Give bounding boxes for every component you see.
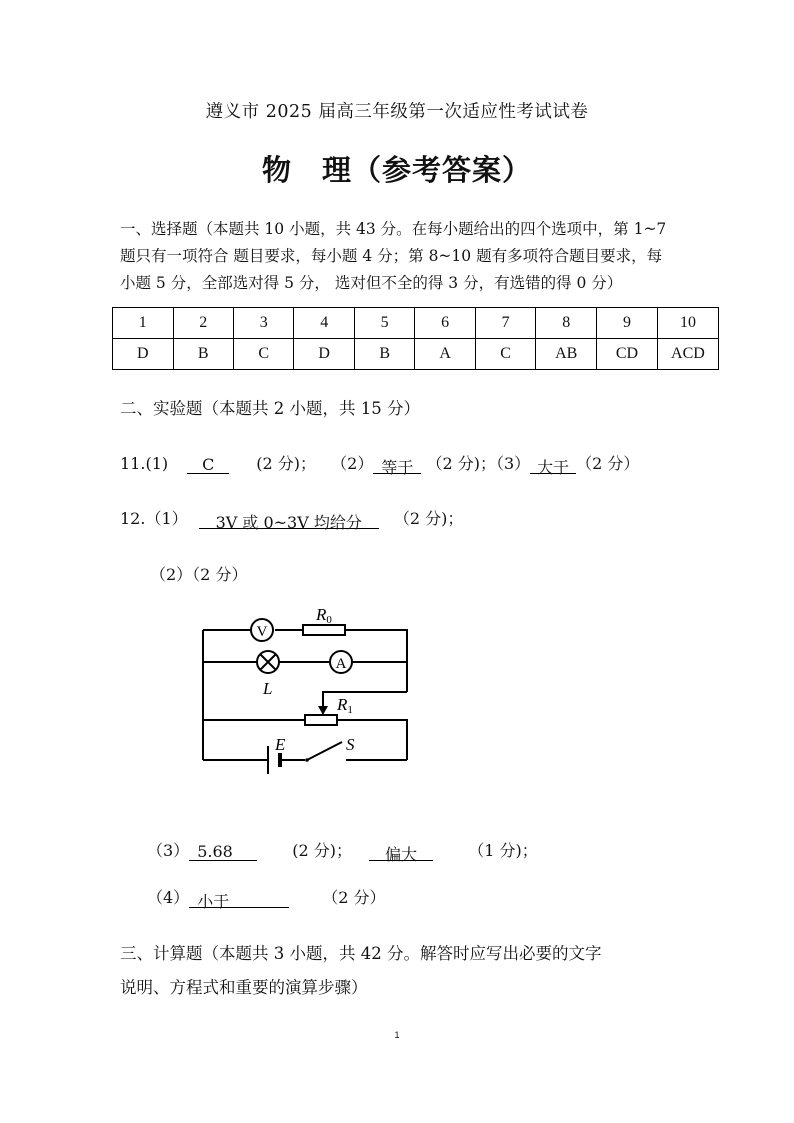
q11-score-1: (2 分)；: [256, 454, 317, 473]
question-number: 4: [294, 308, 355, 339]
q12-answer-3b: 偏大: [369, 842, 433, 861]
question-number: 7: [475, 308, 535, 339]
switch-icon: [307, 742, 342, 760]
section2-heading: 二、实验题（本题共 2 小题，共 15 分）: [120, 399, 420, 418]
q12-prefix: 12.（1）: [120, 509, 188, 528]
q12-part-4: （4）: [147, 888, 190, 907]
section1-intro: [120, 216, 690, 297]
q11-line: [120, 451, 640, 477]
rheostat-r1-icon: [305, 715, 337, 725]
q11-score-2: （2 分)；（3）: [426, 454, 531, 473]
page-number: 1: [394, 1030, 400, 1040]
r0-label: R0: [316, 605, 332, 626]
answer-cell: AB: [536, 339, 597, 370]
q11-part-2: （2）: [331, 454, 374, 473]
question-number: 8: [536, 308, 597, 339]
question-number: 9: [597, 308, 658, 339]
section1-line: 一、选择题（本题共 10 小题，共 43 分。在每小题给出的四个选项中，第 1~7: [120, 220, 667, 238]
lamp-label: L: [263, 679, 273, 698]
q12-line-4: [147, 885, 386, 911]
q11-answer-3: 大于: [530, 455, 576, 474]
voltmeter-label: V: [256, 624, 268, 640]
answer-table-answer-row: [113, 339, 719, 370]
q12-score-3b: （1 分)；: [468, 841, 538, 860]
q12-score-1: （2 分)；: [393, 509, 464, 528]
q12-answer-1: 3V 或 0~3V 均给分: [199, 510, 379, 529]
question-number: 3: [233, 308, 293, 339]
circuit-diagram: [195, 600, 420, 785]
section3-line: 三、计算题（本题共 3 小题，共 42 分。解答时应写出必要的文字: [120, 944, 602, 963]
section3-heading: [120, 937, 601, 1005]
slider-arrow-icon: [318, 706, 328, 715]
section1-line: 小题 5 分，全部选对得 5 分， 选对但不全的得 3 分，有选错的得 0 分）: [120, 274, 623, 292]
exam-subtitle: 遵义市 2025 届高三年级第一次适应性考试试卷: [205, 102, 589, 122]
question-number: 1: [113, 308, 174, 339]
answer-cell: D: [294, 339, 355, 370]
q12-line-3: [147, 838, 538, 864]
q12-part-3: （3）: [147, 841, 190, 860]
question-number: 5: [354, 308, 414, 339]
answer-cell: B: [354, 339, 414, 370]
section1-line: 题只有一项符合 题目要求，每小题 4 分；第 8~10 题有多项符合题目要求，每: [120, 247, 663, 265]
q11-score-3: （2 分）: [576, 454, 640, 473]
r1-label: R1: [337, 695, 353, 716]
page-title: 物 理（参考答案）: [261, 153, 532, 187]
section3-line: 说明、方程式和重要的演算步骤）: [120, 978, 368, 997]
battery-label: E: [275, 735, 286, 754]
q12-answer-3: 5.68: [189, 842, 257, 861]
answer-cell: ACD: [657, 339, 718, 370]
answer-cell: C: [233, 339, 293, 370]
q12-score-3: (2 分)；: [292, 841, 353, 860]
q11-answer-2: 等于: [373, 455, 421, 474]
answer-cell: A: [415, 339, 476, 370]
answer-cell: CD: [597, 339, 658, 370]
answer-cell: B: [173, 339, 233, 370]
answer-cell: C: [475, 339, 535, 370]
switch-label: S: [346, 735, 355, 754]
ammeter-label: A: [335, 656, 347, 672]
q11-answer-1: C: [187, 455, 229, 474]
answer-table: [112, 307, 719, 370]
question-number: 6: [415, 308, 476, 339]
resistor-r0-icon: [303, 625, 345, 635]
q11-prefix: 11.(1): [120, 454, 169, 473]
circuit-wire: [323, 692, 407, 708]
q12-line-1: [120, 506, 464, 532]
q12-score-4: （2 分）: [322, 888, 386, 907]
q12-answer-4: 小于: [189, 889, 289, 908]
question-number: 2: [173, 308, 233, 339]
question-number: 10: [657, 308, 718, 339]
answer-cell: D: [113, 339, 174, 370]
q12-part-2: （2）（2 分）: [150, 565, 248, 584]
answer-table-number-row: [113, 308, 719, 339]
